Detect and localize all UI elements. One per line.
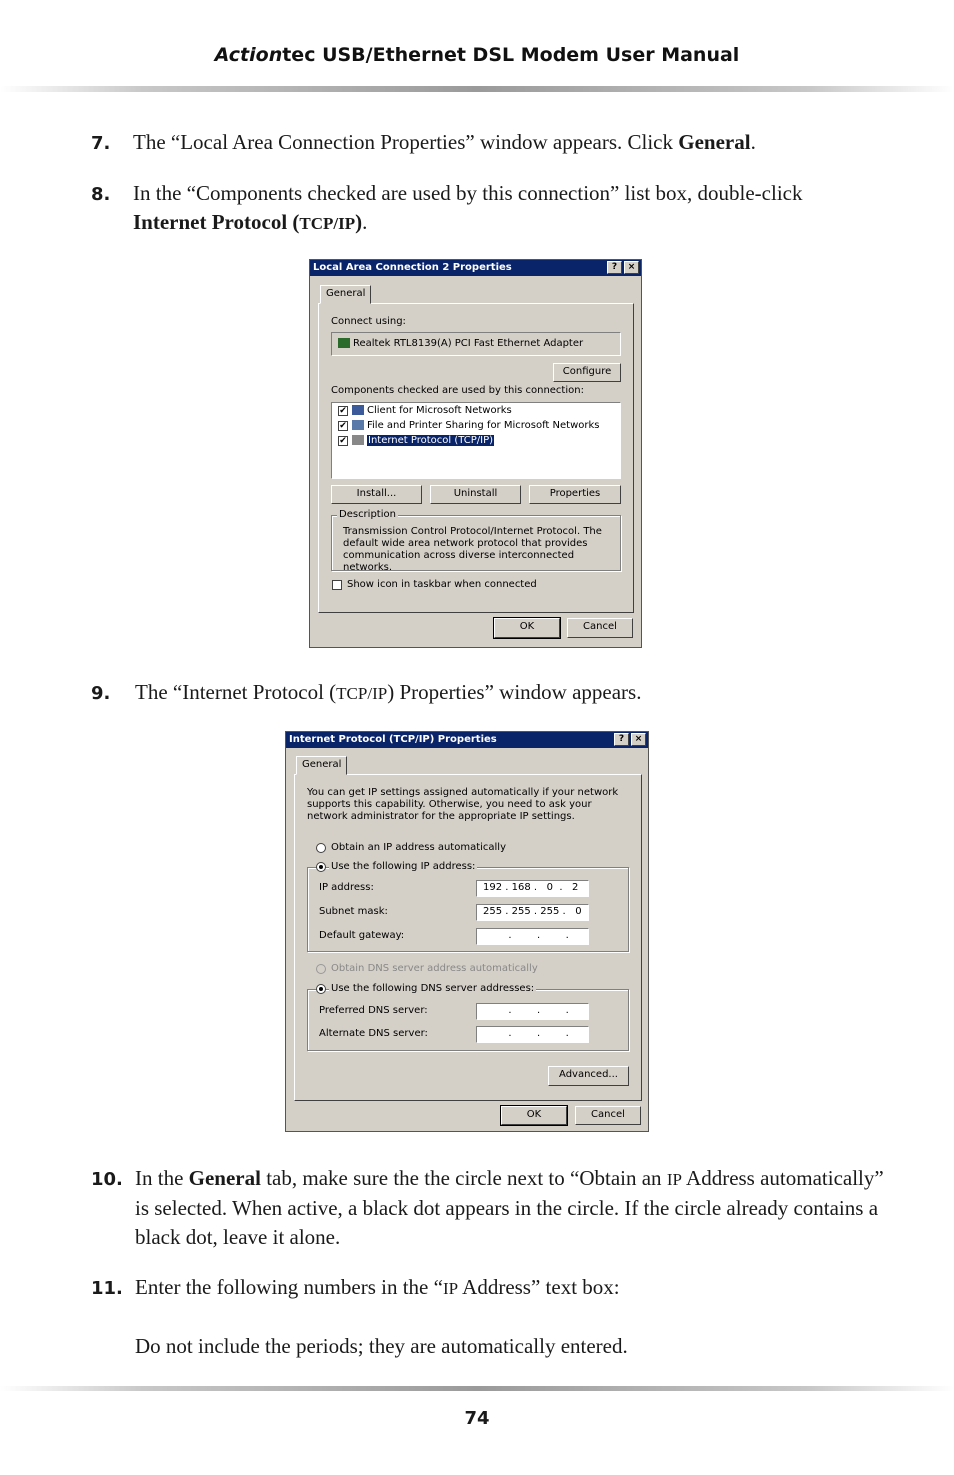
step-number: 11.	[91, 1278, 123, 1299]
lan-properties-dialog	[309, 259, 642, 648]
properties-button[interactable]: Properties	[529, 485, 621, 504]
obtain-ip-label: Obtain an IP address automatically	[331, 842, 507, 853]
default-gateway-label: Default gateway:	[319, 930, 405, 941]
tcpip-properties-dialog	[285, 731, 649, 1132]
subnet-mask-field[interactable]: 255 . 255 . 255 . 0	[476, 904, 589, 921]
obtain-dns-radio[interactable]	[316, 964, 326, 974]
step-9	[91, 678, 881, 708]
step-smallcaps: IP	[666, 1170, 682, 1189]
description-label: Description	[339, 509, 396, 520]
cancel-button[interactable]: Cancel	[575, 1106, 641, 1125]
dialog-titlebar	[286, 732, 648, 748]
ip-address-field[interactable]: 192 . 168 . 0 . 2	[476, 880, 589, 897]
component-checkbox[interactable]: ✔	[339, 421, 347, 431]
step-11	[91, 1273, 881, 1361]
component-checkbox[interactable]: ✔	[339, 436, 347, 446]
step-8	[91, 179, 881, 238]
default-gateway-field[interactable]: . . .	[476, 928, 589, 945]
step-text: Enter the following numbers in the “	[135, 1275, 443, 1299]
page-header	[0, 44, 954, 66]
step-number: 8.	[91, 184, 111, 205]
ip-address-label: IP address:	[319, 882, 374, 893]
network-card-icon	[338, 338, 350, 348]
step-bold: )	[355, 210, 363, 234]
adapter-label: Realtek RTL8139(A) PCI Fast Ethernet Adapter	[353, 338, 584, 349]
subnet-mask-label: Subnet mask:	[319, 906, 388, 917]
step-smallcaps: TCP/IP	[299, 214, 356, 233]
configure-button[interactable]: Configure	[553, 363, 621, 382]
cancel-button[interactable]: Cancel	[567, 618, 633, 638]
step-smallcaps: IP	[442, 1279, 459, 1298]
step-bold: General	[678, 130, 751, 154]
step-number: 7.	[91, 133, 111, 154]
step-text-end: Address” text box:	[458, 1275, 620, 1299]
list-item[interactable]	[352, 405, 512, 416]
step-text: In the “Components checked are used by this connection” list box, double-click	[133, 181, 803, 205]
list-item-label: Client for Microsoft Networks	[367, 405, 512, 416]
description-text: Transmission Control Protocol/Internet Protocol. The default wide area network protocol that provides communication across diverse interconnected networks.	[343, 526, 602, 573]
use-following-ip-radio[interactable]	[316, 862, 326, 872]
intro-text: You can get IP settings assigned automatically if your network supports this capability. Otherwise, you need to ask your network administrator for the appropriate IP settings.	[307, 787, 619, 822]
list-item-label: File and Printer Sharing for Microsoft Networks	[367, 420, 600, 431]
close-button[interactable]: ×	[624, 261, 639, 274]
ok-button[interactable]: OK	[494, 618, 560, 638]
components-label: Components checked are used by this connection:	[331, 385, 584, 396]
adapter-field	[331, 332, 621, 356]
dialog-titlebar	[310, 260, 641, 276]
step-text-end: Address automatically” is selected. When active, a black dot appears in the circle. If the circle already contains a black dot, leave it alone.	[135, 1166, 884, 1249]
connect-using-label: Connect using:	[331, 316, 406, 327]
tab-general[interactable]: General	[320, 285, 371, 304]
preferred-dns-label: Preferred DNS server:	[319, 1005, 428, 1016]
alternate-dns-field[interactable]: . . .	[476, 1026, 589, 1043]
step-number: 10.	[91, 1169, 123, 1190]
protocol-icon	[352, 435, 364, 445]
footer-rule	[0, 1386, 954, 1391]
header-rule	[0, 86, 954, 92]
list-item-label: Internet Protocol (TCP/IP)	[368, 435, 494, 446]
show-icon-label: Show icon in taskbar when connected	[347, 579, 537, 590]
show-icon-checkbox[interactable]	[332, 580, 342, 590]
advanced-button[interactable]: Advanced...	[548, 1066, 629, 1086]
install-button[interactable]: Install...	[331, 485, 422, 504]
step-note: Do not include the periods; they are automatically entered.	[135, 1334, 628, 1358]
step-text: In the	[135, 1166, 189, 1190]
ok-button[interactable]: OK	[501, 1106, 567, 1125]
step-10	[91, 1164, 891, 1252]
close-button[interactable]: ×	[631, 733, 646, 746]
list-item[interactable]	[352, 420, 600, 431]
page-number: 74	[464, 1408, 490, 1429]
use-following-dns-label: Use the following DNS server addresses:	[331, 983, 535, 994]
help-button[interactable]: ?	[607, 261, 622, 274]
component-checkbox[interactable]: ✔	[339, 406, 347, 416]
step-smallcaps: TCP/IP	[336, 684, 388, 703]
step-bold: Internet Protocol (	[133, 210, 300, 234]
alternate-dns-label: Alternate DNS server:	[319, 1028, 428, 1039]
step-text-end: .	[362, 210, 368, 234]
step-text-end: ) Properties” window appears.	[387, 680, 642, 704]
use-following-ip-label: Use the following IP address:	[331, 861, 476, 872]
header-title-text: tec USB/Ethernet DSL Modem User Manual	[282, 44, 740, 66]
help-button[interactable]: ?	[614, 733, 629, 746]
step-text: tab, make sure the the circle next to “Obtain an	[260, 1166, 667, 1190]
network-client-icon	[352, 405, 364, 415]
uninstall-button[interactable]: Uninstall	[430, 485, 521, 504]
step-number: 9.	[91, 683, 111, 704]
components-list[interactable]	[331, 402, 621, 479]
preferred-dns-field[interactable]: . . .	[476, 1003, 589, 1020]
list-item-selected[interactable]	[352, 435, 494, 446]
obtain-dns-label: Obtain DNS server address automatically	[331, 963, 538, 974]
step-text: The “Local Area Connection Properties” window appears. Click	[133, 130, 679, 154]
step-text-end: .	[750, 130, 756, 154]
step-text: The “Internet Protocol (	[135, 680, 337, 704]
adapter-name	[338, 338, 583, 349]
use-following-dns-radio[interactable]	[316, 984, 326, 994]
dialog-title: Local Area Connection 2 Properties	[313, 262, 512, 273]
file-sharing-icon	[352, 420, 364, 430]
brand-name: Action	[214, 44, 283, 66]
step-bold: General	[188, 1166, 261, 1190]
tab-general[interactable]: General	[296, 756, 347, 775]
obtain-ip-radio[interactable]	[316, 843, 326, 853]
step-7	[91, 128, 881, 157]
dialog-title: Internet Protocol (TCP/IP) Properties	[289, 734, 497, 745]
